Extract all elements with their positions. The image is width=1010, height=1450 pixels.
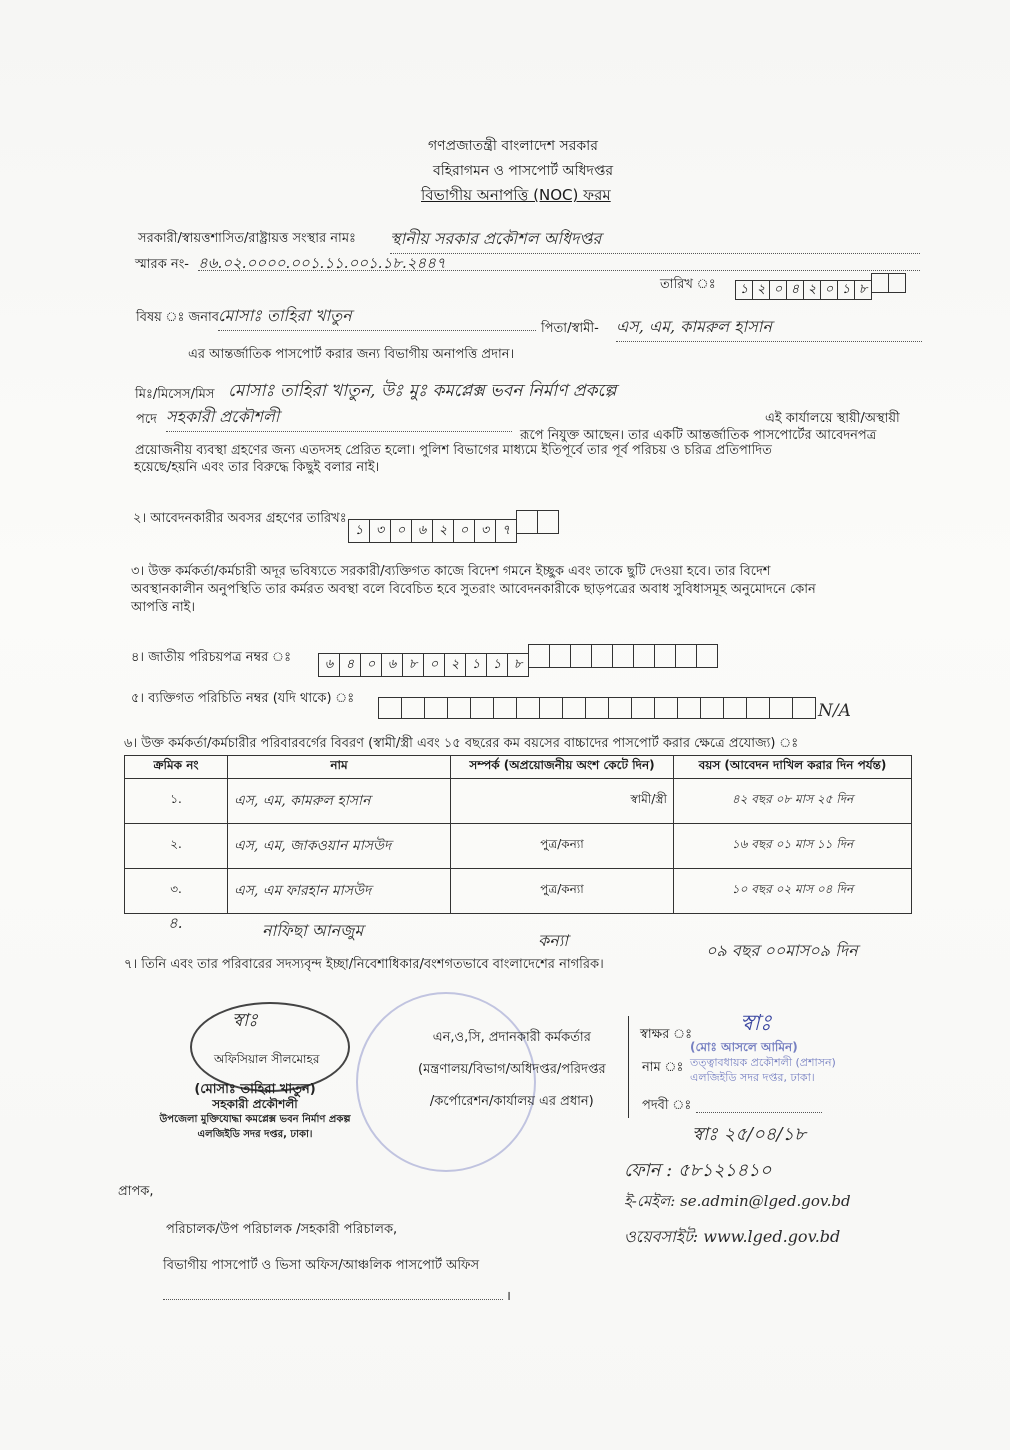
item3-line1: ৩। উক্ত কর্মকর্তা/কর্মচারী অদূর ভবিষ্যতে সরকারী/ব্যক্তিগত কাজে বিদেশ গমনে ইচ্ছুক এবং তাকে ছুটি দেওয়া হবে। তার বিদেশ <box>131 564 771 579</box>
designation-label: পদবী ঃ <box>642 1098 692 1113</box>
signature-mark: স্বাঃ <box>740 1011 772 1036</box>
family-table <box>124 755 912 914</box>
official-seal-circle <box>190 1002 350 1092</box>
official-seal-label: অফিসিয়াল সীলমোহর <box>214 1052 320 1066</box>
citizenship-statement: ৭। তিনি এবং তার পরিবারের সদস্যবৃন্দ ইচ্ছা/নিবেশাধিকার/বংশগতভাবে বাংলাদেশের নাগরিক। <box>124 957 604 972</box>
authority-name-label: নাম ঃ <box>642 1060 684 1075</box>
item3-line3: আপত্তি নাই। <box>131 600 196 615</box>
authority-stamp-text: (মোঃ আসলে আমিন) তত্ত্বাবধায়ক প্রকৌশলী (প্রশাসন) এলজিইডি সদর দপ্তর, ঢাকা। <box>690 1040 836 1084</box>
retirement-date-label: ২। আবেদনকারীর অবসর গ্রহণের তারিখঃ <box>133 511 347 526</box>
nid-boxes: ৬ ৪ ০ ৬ ৮ ০ ২ ১ ১ ৮ <box>318 644 717 677</box>
para1-line3: প্রয়োজনীয় ব্যবস্থা গ্রহণের জন্য এতদসহ প্রেরিত হলো। পুলিশ বিভাগের মাধ্যমে ইতিপূর্বে তার পূর্ব পরিচয় ও চরিত্র প্রতিপাদিত <box>135 443 772 458</box>
contact-phone: ফোন : ৫৮১২১৪১০ <box>624 1160 772 1181</box>
family-details-label: ৬। উক্ত কর্মকর্তা/কর্মচারীর পরিবারবর্গের বিবরণ (স্বামী/স্ত্রী এবং ১৫ বছরের কম বয়সের বাচ্চাদের পাসপোর্ট করার ক্ষেত্রে প্রযোজ্য) ঃ <box>124 736 799 751</box>
authority-divider <box>628 1016 629 1118</box>
appointed-text: রূপে নিযুক্ত আছেন। তার একটি আন্তর্জাতিক পাসপোর্টের আবেদনপত্র <box>520 428 877 443</box>
date-label: তারিখ ঃ <box>660 277 716 292</box>
item3-line2: অবস্থানকালীন অনুপস্থিতি তার কর্মরত অবস্থা বলে বিবেচিত হবে সুতরাং আবেদনকারীকে ছাড়পত্রের অবাধ সুবিধাসমূহ অনুমোদনে কোন <box>131 582 816 597</box>
recipient-end: । <box>506 1289 511 1304</box>
para1-line4: হয়েছে/হয়নি এবং তার বিরুদ্ধে কিছুই বলার নাই। <box>134 460 380 475</box>
subject-label: বিষয় ঃ জনাব <box>136 310 220 325</box>
department-title: বহিরাগমন ও পাসপোর্ট অধিদপ্তর <box>433 163 614 179</box>
col-relation: সম্পর্ক (অপ্রয়োজনীয় অংশ কেটে দিন) <box>451 756 674 779</box>
memo-label: স্মারক নং- <box>135 257 189 272</box>
col-age: বয়স (আবেদন দাখিল করার দিন পর্যন্ত) <box>674 756 912 779</box>
mr-mrs-label: মিঃ/মিসেস/মিস <box>135 387 215 402</box>
extra-row-age: ০৯ বছর ০০মাস০৯ দিন <box>706 941 858 960</box>
subject-line2: এর আন্তর্জাতিক পাসপোর্ট করার জন্য বিভাগীয় অনাপত্তি প্রদান। <box>188 347 515 362</box>
subject-name-value: মোসাঃ তাহিরা খাতুন <box>218 303 536 331</box>
employee-name-value: মোসাঃ তাহিরা খাতুন, উঃ মুঃ কমপ্লেক্স ভবন নির্মাণ প্রকল্পে <box>228 381 617 401</box>
designation-dotline <box>696 1112 822 1113</box>
table-row: ২. এস, এম, জাকওয়ান মাসউদ পুত্র/কন্যা ১৬ বছর ০১ মাস ১১ দিন <box>125 824 912 869</box>
father-husband-label: পিতা/স্বামী- <box>541 321 599 336</box>
retirement-date-boxes: ১ ৩ ০ ৬ ২ ০ ৩ ৭ <box>348 510 558 543</box>
table-header-row <box>125 756 912 779</box>
personal-id-label: ৫। ব্যক্তিগত পরিচিতি নম্বর (যদি থাকে) ঃ <box>131 691 355 706</box>
contact-email: ই-মেইল: se.admin@lged.gov.bd <box>624 1192 851 1210</box>
seal-stamp-text: (মোসাঃ তাহিরা খাতুন) সহকারী প্রকৌশলী উপজেলা মুক্তিযোদ্ধা কমপ্লেক্স ভবন নির্মাণ প্রকল্প এলজিইডি সদর দপ্তর, ঢাকা। <box>159 1082 351 1140</box>
table-row: ৩. এস, এম ফারহান মাসউদ পুত্র/কন্যা ১০ বছর ০২ মাস ০৪ দিন <box>125 869 912 914</box>
contact-website: ওয়েবসাইট: www.lged.gov.bd <box>624 1227 841 1246</box>
recipient-line1: পরিচালক/উপ পরিচালক /সহকারী পরিচালক, <box>166 1222 398 1237</box>
initials-mark: স্বাঃ ২৫/০৪/১৮ <box>692 1124 806 1145</box>
noc-authority-label: এন,ও,সি, প্রদানকারী কর্মকর্তার (মন্ত্রণালয়/বিভাগ/অধিদপ্তর/পরিদপ্তর /কর্পোরেশন/কার্যালয় এর প্রধান) <box>418 1030 606 1109</box>
seal-signature: স্বাঃ <box>232 1010 258 1031</box>
memo-dotline <box>198 270 920 271</box>
nid-label: ৪। জাতীয় পরিচয়পত্র নম্বর ঃ <box>131 650 292 665</box>
form-title: বিভাগীয় অনাপত্তি (NOC) ফরম <box>421 186 611 204</box>
signature-label: স্বাক্ষর ঃ <box>640 1027 693 1042</box>
extra-row-name: নাফিছা আনজুম <box>262 921 364 940</box>
recipient-line2: বিভাগীয় পাসপোর্ট ও ভিসা অফিস/আঞ্চলিক পাসপোর্ট অফিস <box>163 1258 480 1273</box>
org-name-label: সরকারী/স্বায়ত্তশাসিত/রাষ্ট্রায়ত্ত সংস্থার নামঃ <box>138 231 356 246</box>
col-name: নাম <box>228 756 451 779</box>
govt-title: গণপ্রজাতন্ত্রী বাংলাদেশ সরকার <box>428 138 598 154</box>
extra-row-serial: ৪. <box>168 914 183 932</box>
col-serial: ক্রমিক নং <box>125 756 228 779</box>
recipient-label: প্রাপক, <box>118 1184 154 1199</box>
post-label: পদে <box>136 412 157 427</box>
table-row: ১. এস, এম, কামরুল হাসান স্বামী/স্ত্রী ৪২ বছর ০৮ মাস ২৫ দিন <box>125 779 912 824</box>
org-name-value: স্থানীয় সরকার প্রকৌশল অধিদপ্তর <box>390 226 920 254</box>
office-status: এই কার্যালয়ে স্থায়ী/অস্থায়ী <box>765 411 900 426</box>
recipient-dotline <box>163 1299 503 1300</box>
extra-row-relation: কন্যা <box>538 931 569 950</box>
personal-id-boxes <box>378 697 815 719</box>
father-husband-value: এস, এম, কামরুল হাসান <box>616 314 922 342</box>
memo-value: ৪৬.০২.০০০০.০০১.১১.০০১.১৮.২৪৪৭ <box>198 254 446 272</box>
personal-id-value: N/A <box>818 701 851 721</box>
date-boxes: ১ ২ ০ ৪ ২ ০ ১ ৮ <box>735 273 905 300</box>
post-value: সহকারী প্রকৌশলী <box>166 404 512 432</box>
